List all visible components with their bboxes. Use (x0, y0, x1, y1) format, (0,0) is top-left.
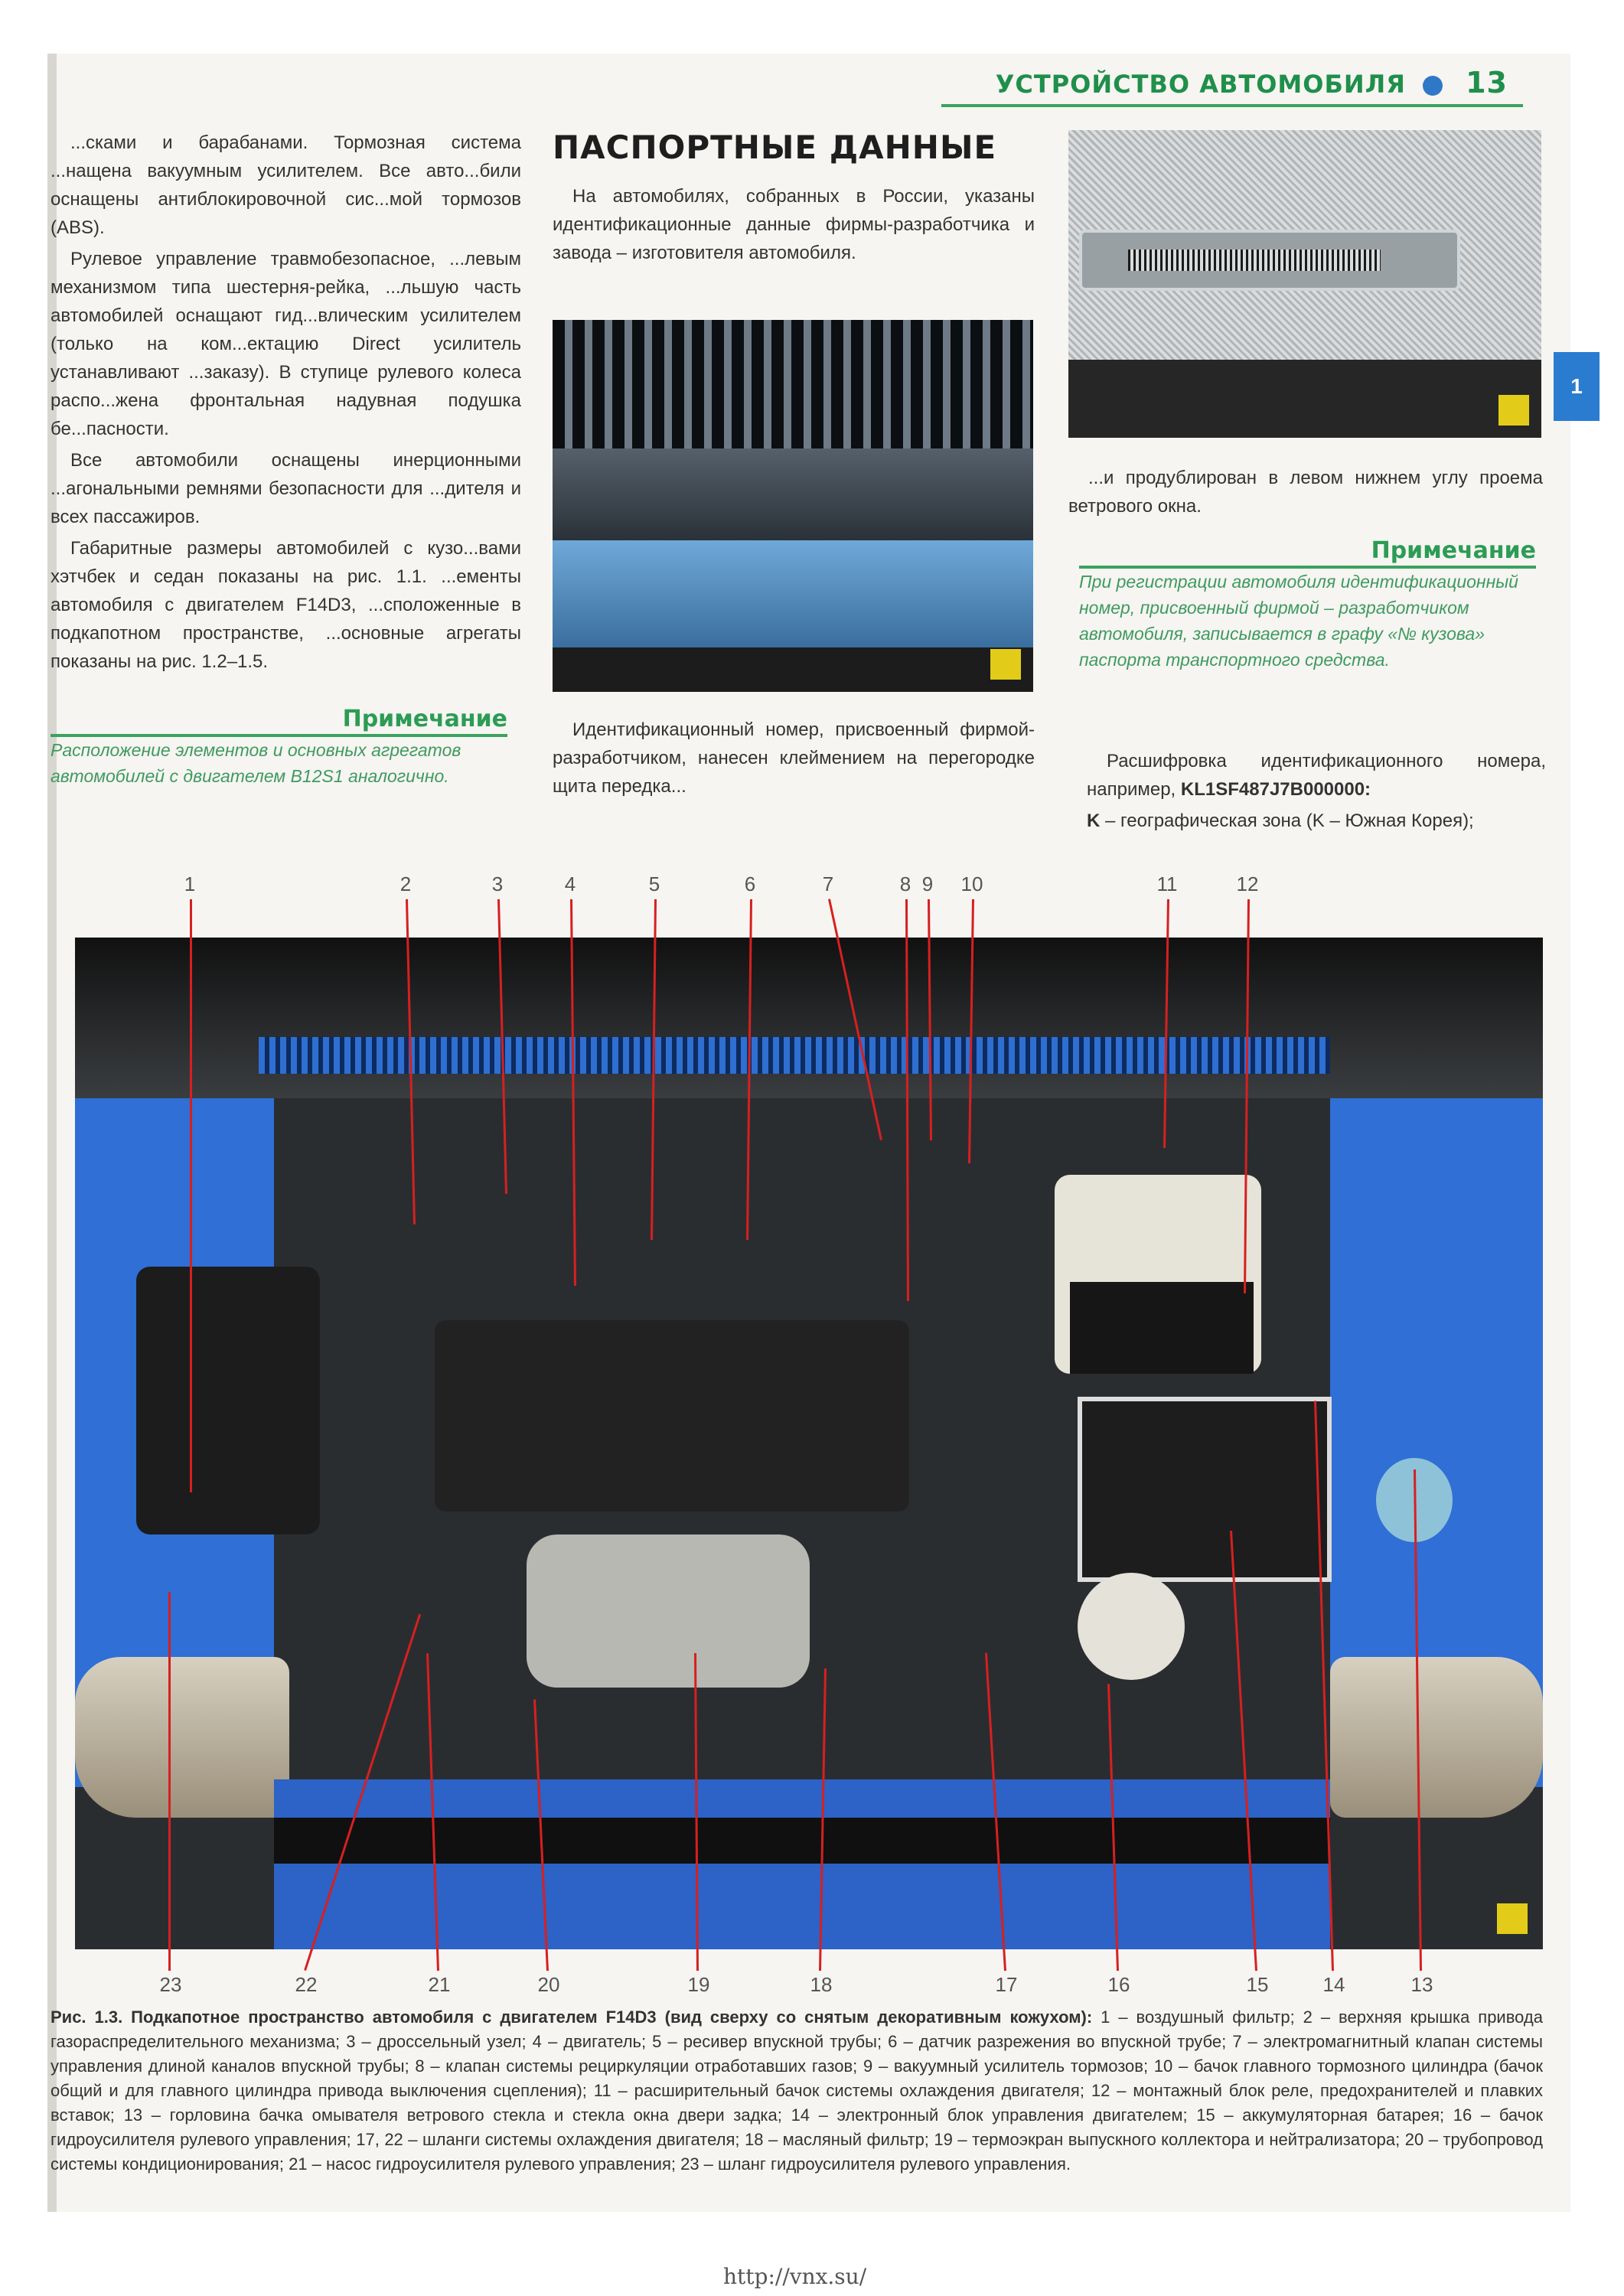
photo-marker-icon (990, 649, 1021, 680)
col3-after-photo-paragraph: ...и продублирован в левом нижнем углу проема ветрового окна. (1068, 468, 1543, 517)
photo-marker-icon (1497, 1903, 1528, 1934)
right-headlamp (1330, 1657, 1543, 1818)
power-steering-reservoir (1078, 1573, 1185, 1680)
callout-number: 4 (564, 872, 576, 895)
note-text: Расположение элементов и основных агрегатов автомобилей с двигателем B12S1 аналогично. (51, 740, 461, 786)
vin-plate (1079, 230, 1460, 291)
photo-cowl (553, 448, 1033, 540)
callout-number: 5 (648, 872, 660, 895)
callout-number: 10 (960, 872, 983, 895)
page-number: 13 (1466, 66, 1508, 99)
column-3-text (1068, 464, 1543, 523)
col2-after-photo-paragraph: Идентификационный номер, присвоенный фирмой-разработчиком, нанесен клеймением на перегородке щита передка... (553, 719, 1035, 797)
callout-number: 12 (1236, 872, 1259, 895)
figure-label: Рис. 1.3. Подкапотное пространство автомобиля с двигателем F14D3 (вид сверху со снятым декоративным кожухом): (51, 2007, 1093, 2027)
windshield-area (75, 938, 1543, 1098)
vin-letter: K (1087, 810, 1101, 831)
header-rule (941, 104, 1523, 107)
fuse-box (1070, 1282, 1254, 1374)
callout-number: 13 (1410, 1973, 1433, 1996)
callout-number: 7 (822, 872, 834, 895)
callout-number: 14 (1322, 1973, 1345, 1996)
left-headlamp (75, 1657, 289, 1818)
note-box-1 (51, 706, 507, 789)
callout-number: 17 (995, 1973, 1018, 1996)
column-1-text (51, 129, 521, 679)
vin-example: KL1SF487J7B000000: (1180, 779, 1371, 800)
callout-number: 18 (810, 1973, 833, 1996)
section-title: ПАСПОРТНЫЕ ДАННЫЕ (553, 129, 997, 166)
photo-grille (553, 320, 1033, 448)
callout-number: 3 (491, 872, 504, 895)
col1-paragraph: ...сками и барабанами. Тормозная система ...нащена вакуумным усилителем. Все авто...били оснащены антиблокировочной сис...мой тормозов (ABS). (51, 132, 521, 238)
engine-bay-photo (75, 938, 1543, 1949)
heat-shield (527, 1534, 810, 1688)
note-text: При регистрации автомобиля идентификационный номер, присвоенный фирмой – разработчиком автомобиля, записывается в графу «№ кузова» паспорта транспортного средства. (1079, 572, 1518, 670)
vin-decode-k-line (1087, 807, 1546, 835)
callout-number: 22 (295, 1973, 318, 1996)
photo-dash (1068, 360, 1541, 438)
column-2-intro (553, 182, 1035, 270)
callout-number: 20 (537, 1973, 560, 1996)
footer-url: http://vnx.su/ (723, 2264, 867, 2289)
leader-line (190, 899, 192, 1492)
callout-number: 23 (159, 1973, 182, 1996)
note-title: Примечание (1079, 537, 1536, 569)
column-2-after-photo (553, 716, 1035, 804)
vin-decode-intro (1087, 747, 1546, 804)
callout-number: 15 (1246, 1973, 1269, 1996)
photo-firewall (553, 540, 1033, 647)
chapter-tab: 1 (1554, 352, 1600, 421)
col1-paragraph: Габаритные размеры автомобилей с кузо...вами хэтчбек и седан показаны на рис. 1.1. ...ементы автомобиля с двигателем F14D3, ...сположенные в подкапотном пространстве, ...основные агрегаты показаны на рис. 1.2–1.5. (51, 538, 521, 672)
barcode (1128, 249, 1381, 271)
callout-number: 11 (1156, 872, 1178, 895)
figure-legend: 1 – воздушный фильтр; 2 – верхняя крышка привода газораспределительного механизма; 3 – дроссельный узел; 4 – двигатель; 5 – ресивер впускной трубы; 6 – датчик разрежения во впускной трубе; 7 – электромагнитный клапан системы управления длиной каналов впускной трубы; 8 – клапан системы рециркуляции отработавших газов; 9 – вакуумный усилитель тормозов; 10 – бачок главного тормозного цилиндра (бачок общий и для главного цилиндра привода выключения сцепления); 11 – расширительный бачок системы охлаждения двигателя; 12 – монтажный блок реле, предохранителей и плавких вставок; 13 – горловина бачка омывателя ветрового стекла и стекла окна двери задка; 14 – электронный блок управления двигателем; 15 – аккумуляторная батарея; 16 – бачок гидроусилителя рулевого управления; 17, 22 – шланги системы охлаждения двигателя; 18 – масляный фильтр; 19 – термоэкран выпускного коллектора и нейтрализатора; 20 – трубопровод системы кондиционирования; 21 – насос гидроусилителя рулевого управления; 23 – шланг гидроусилителя рулевого управления. (51, 2007, 1543, 2174)
photo-marker-icon (1498, 395, 1529, 426)
valve-cover (435, 1320, 909, 1512)
air-filter-box (136, 1267, 320, 1534)
chevrolet-logo-icon (1423, 76, 1443, 96)
col2-intro-paragraph: На автомобилях, собранных в России, указаны идентификационные данные фирмы-разработчика и завода – изготовителя автомобиля. (553, 186, 1035, 263)
callout-number: 9 (921, 872, 934, 895)
vin-letter-text: – географическая зона (K – Южная Корея); (1105, 810, 1474, 831)
callout-number: 21 (428, 1973, 451, 1996)
callout-number: 2 (399, 872, 412, 895)
callout-number: 8 (899, 872, 911, 895)
leader-line (168, 1592, 171, 1971)
figure-caption (51, 2005, 1543, 2177)
photo-bottom (553, 647, 1033, 692)
battery (1078, 1397, 1332, 1582)
photo-windshield-vin-plate (1068, 130, 1541, 438)
col1-paragraph: Все автомобили оснащены инерционными ...агональными ремнями безопасности для ...дителя и всех пассажиров. (51, 450, 521, 527)
running-head-title: УСТРОЙСТВО АВТОМОБИЛЯ (995, 70, 1406, 99)
callout-number: 1 (184, 872, 196, 895)
callout-number: 19 (687, 1973, 710, 1996)
photo-cowl-vin (553, 320, 1033, 692)
note-box-2 (1079, 537, 1536, 673)
callout-number: 6 (744, 872, 756, 895)
vin-decode-intro-text: Расшифровка идентификационного номера, например, (1087, 751, 1546, 800)
running-head (941, 66, 1508, 107)
callout-number: 16 (1107, 1973, 1130, 1996)
cowl-vent (259, 1037, 1330, 1074)
vin-decode (1087, 747, 1546, 838)
col1-paragraph: Рулевое управление травмобезопасное, ...левым механизмом типа шестерня-рейка, ...льшую часть автомобилей оснащают гид...влическим усилителем (только на ком...ектацию Direct усилитель устанавливают ...заказу). В ступице рулевого колеса распо...жена фронтальная надувная подушка бе...пасности. (51, 249, 521, 439)
note-title: Примечание (51, 706, 507, 737)
